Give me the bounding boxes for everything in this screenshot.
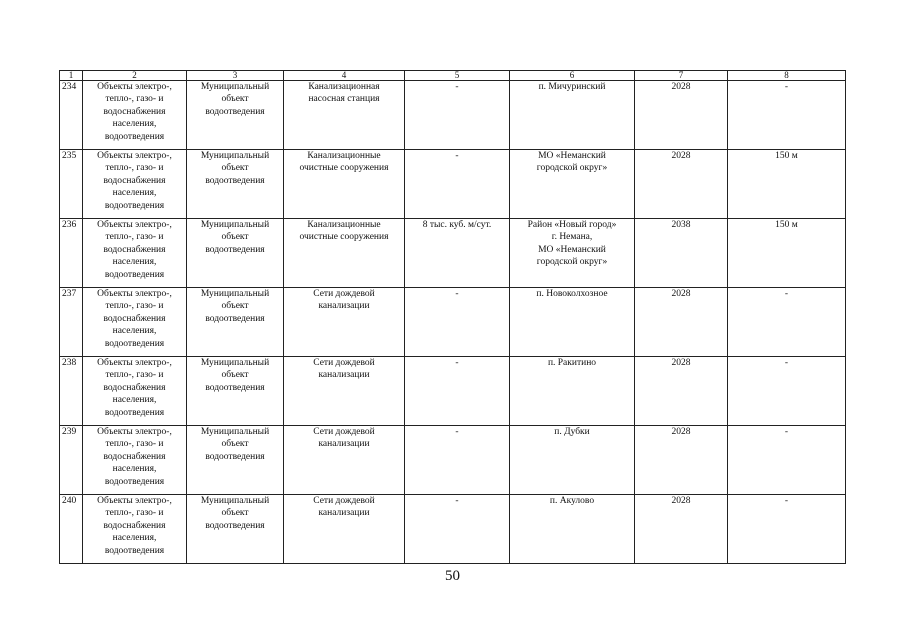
year-cell	[635, 150, 728, 219]
cell-text-line: объект	[221, 370, 249, 381]
table-row	[60, 150, 846, 219]
significance-cell	[187, 150, 284, 219]
capacity-cell	[405, 219, 510, 288]
cell-text-line: Объекты электро-,	[97, 496, 172, 506]
column-number: 3	[187, 71, 284, 81]
object-type-cell	[83, 288, 187, 357]
object-name-cell	[284, 150, 405, 219]
cell-text-line: водоотведения	[104, 476, 165, 487]
column-number: 8	[728, 71, 846, 81]
capacity-cell	[405, 288, 510, 357]
objects-table	[59, 70, 846, 564]
cell-text-line: населения,	[112, 395, 157, 406]
cell-text-line: Сети дождевой	[313, 427, 375, 437]
protection-zone-cell	[728, 357, 846, 426]
table-row	[60, 426, 846, 495]
cell-text-line: водоснабжения	[103, 244, 166, 255]
year-cell	[635, 426, 728, 495]
cell-text-line: канализации	[318, 508, 370, 519]
cell-text-line: МО «Неманский	[538, 244, 606, 255]
row-number-cell: 236	[60, 219, 83, 288]
cell-text-line: -	[455, 427, 459, 437]
cell-text-line: -	[455, 82, 459, 92]
significance-cell	[187, 357, 284, 426]
cell-text-line: Канализационные	[307, 220, 381, 230]
cell-text-line: населения,	[112, 533, 157, 544]
significance-cell	[187, 288, 284, 357]
cell-text-line: Сети дождевой	[313, 289, 375, 299]
cell-text-line: водоотведения	[104, 131, 165, 142]
cell-text-line: водоотведения	[205, 175, 265, 186]
cell-text-line: водоснабжения	[103, 313, 166, 324]
row-number-cell: 238	[60, 357, 83, 426]
cell-text-line: 2028	[671, 427, 691, 437]
cell-text-line: населения,	[112, 257, 157, 268]
protection-zone-cell	[728, 81, 846, 150]
cell-text-line: тепло-, газо- и	[105, 301, 164, 312]
protection-zone-cell	[728, 288, 846, 357]
cell-text-line: Муниципальный	[200, 289, 270, 299]
cell-text-line: Объекты электро-,	[97, 151, 172, 161]
cell-text-line: водоотведения	[205, 313, 265, 324]
object-name-cell	[284, 426, 405, 495]
cell-text-line: Муниципальный	[200, 151, 270, 161]
object-type-cell	[83, 426, 187, 495]
object-type-cell	[83, 495, 187, 564]
cell-text-line: населения,	[112, 464, 157, 475]
cell-text-line: 2028	[671, 289, 691, 299]
cell-text-line: -	[455, 358, 459, 368]
object-name-cell	[284, 495, 405, 564]
cell-text-line: Объекты электро-,	[97, 289, 172, 299]
cell-text-line: Муниципальный	[200, 496, 270, 506]
cell-text-line: водоотведения	[104, 407, 165, 418]
cell-text-line: водоснабжения	[103, 382, 166, 393]
capacity-cell	[405, 357, 510, 426]
cell-text-line: водоотведения	[205, 244, 265, 255]
table-row	[60, 81, 846, 150]
cell-text-line: объект	[221, 94, 249, 105]
cell-text-line: МО «Неманский	[538, 151, 606, 161]
row-number-cell: 237	[60, 288, 83, 357]
cell-text-line: п. Ракитино	[547, 358, 597, 368]
cell-text-line: водоотведения	[104, 269, 165, 280]
row-number-cell: 239	[60, 426, 83, 495]
cell-text-line: Канализационная	[308, 82, 380, 92]
cell-text-line: Сети дождевой	[313, 496, 375, 506]
year-cell	[635, 81, 728, 150]
cell-text-line: канализации	[318, 370, 370, 381]
cell-text-line: 150 м	[775, 151, 798, 161]
cell-text-line: водоотведения	[104, 545, 165, 556]
cell-text-line: очистные сооружения	[299, 163, 389, 174]
object-type-cell	[83, 150, 187, 219]
page-number: 50	[445, 568, 460, 584]
object-type-cell	[83, 219, 187, 288]
cell-text-line: Объекты электро-,	[97, 220, 172, 230]
cell-text-line: -	[784, 427, 789, 437]
cell-text-line: 8 тыс. куб. м/сут.	[422, 220, 492, 230]
cell-text-line: -	[455, 496, 459, 506]
cell-text-line: насосная станция	[308, 94, 380, 105]
cell-text-line: 2028	[671, 151, 691, 161]
cell-text-line: городской округ»	[536, 163, 608, 174]
cell-text-line: водоснабжения	[103, 451, 166, 462]
year-cell	[635, 495, 728, 564]
table-row	[60, 219, 846, 288]
cell-text-line: Муниципальный	[200, 427, 270, 437]
column-number: 2	[83, 71, 187, 81]
location-cell	[510, 426, 635, 495]
column-number: 1	[60, 71, 83, 81]
object-name-cell	[284, 81, 405, 150]
capacity-cell	[405, 495, 510, 564]
cell-text-line: населения,	[112, 188, 157, 199]
cell-text-line: 2028	[671, 82, 691, 92]
cell-text-line: тепло-, газо- и	[105, 232, 164, 243]
cell-text-line: водоотведения	[205, 451, 265, 462]
cell-text-line: п. Мичуринский	[538, 82, 606, 92]
location-cell	[510, 150, 635, 219]
protection-zone-cell	[728, 150, 846, 219]
object-name-cell	[284, 288, 405, 357]
cell-text-line: Муниципальный	[200, 82, 270, 92]
cell-text-line: водоотведения	[205, 382, 265, 393]
column-number: 6	[510, 71, 635, 81]
protection-zone-cell	[728, 219, 846, 288]
year-cell	[635, 219, 728, 288]
cell-text-line: водоснабжения	[103, 175, 166, 186]
significance-cell	[187, 219, 284, 288]
location-cell	[510, 495, 635, 564]
cell-text-line: тепло-, газо- и	[105, 94, 164, 105]
cell-text-line: -	[784, 289, 789, 299]
cell-text-line: 2038	[671, 220, 691, 230]
cell-text-line: объект	[221, 508, 249, 519]
cell-text-line: тепло-, газо- и	[105, 439, 164, 450]
cell-text-line: 2028	[671, 358, 691, 368]
cell-text-line: г. Немана,	[551, 232, 593, 243]
cell-text-line: -	[784, 496, 789, 506]
capacity-cell	[405, 426, 510, 495]
cell-text-line: городской округ»	[536, 257, 608, 268]
table-row	[60, 288, 846, 357]
cell-text-line: -	[455, 289, 459, 299]
object-name-cell	[284, 357, 405, 426]
capacity-cell	[405, 81, 510, 150]
cell-text-line: объект	[221, 301, 249, 312]
cell-text-line: тепло-, газо- и	[105, 370, 164, 381]
cell-text-line: населения,	[112, 326, 157, 337]
significance-cell	[187, 495, 284, 564]
significance-cell	[187, 81, 284, 150]
cell-text-line: Объекты электро-,	[97, 82, 172, 92]
table-row	[60, 357, 846, 426]
cell-text-line: Район «Новый город»	[527, 220, 617, 230]
cell-text-line: Канализационные	[307, 151, 381, 161]
cell-text-line: объект	[221, 439, 249, 450]
location-cell	[510, 81, 635, 150]
cell-text-line: п. Новоколхозное	[536, 289, 608, 299]
table-row	[60, 495, 846, 564]
cell-text-line: водоснабжения	[103, 106, 166, 117]
cell-text-line: п. Акулово	[549, 496, 595, 506]
row-number-cell: 235	[60, 150, 83, 219]
cell-text-line: водоснабжения	[103, 520, 166, 531]
cell-text-line: -	[784, 82, 789, 92]
cell-text-line: канализации	[318, 439, 370, 450]
cell-text-line: канализации	[318, 301, 370, 312]
year-cell	[635, 357, 728, 426]
row-number-cell: 234	[60, 81, 83, 150]
cell-text-line: Сети дождевой	[313, 358, 375, 368]
cell-text-line: п. Дубки	[554, 427, 590, 437]
cell-text-line: -	[784, 358, 789, 368]
object-type-cell	[83, 81, 187, 150]
row-number-cell: 240	[60, 495, 83, 564]
column-number: 4	[284, 71, 405, 81]
cell-text-line: водоотведения	[205, 520, 265, 531]
object-type-cell	[83, 357, 187, 426]
column-number-row	[60, 71, 846, 81]
column-number: 7	[635, 71, 728, 81]
cell-text-line: водоотведения	[104, 200, 165, 211]
cell-text-line: объект	[221, 232, 249, 243]
cell-text-line: тепло-, газо- и	[105, 163, 164, 174]
cell-text-line: 150 м	[775, 220, 798, 230]
column-number: 5	[405, 71, 510, 81]
cell-text-line: Муниципальный	[200, 358, 270, 368]
cell-text-line: Объекты электро-,	[97, 358, 172, 368]
cell-text-line: населения,	[112, 119, 157, 130]
cell-text-line: Муниципальный	[200, 220, 270, 230]
year-cell	[635, 288, 728, 357]
protection-zone-cell	[728, 426, 846, 495]
cell-text-line: объект	[221, 163, 249, 174]
protection-zone-cell	[728, 495, 846, 564]
cell-text-line: водоотведения	[205, 106, 265, 117]
location-cell	[510, 219, 635, 288]
cell-text-line: тепло-, газо- и	[105, 508, 164, 519]
capacity-cell	[405, 150, 510, 219]
cell-text-line: -	[455, 151, 459, 161]
location-cell	[510, 357, 635, 426]
object-name-cell	[284, 219, 405, 288]
location-cell	[510, 288, 635, 357]
cell-text-line: очистные сооружения	[299, 232, 389, 243]
significance-cell	[187, 426, 284, 495]
cell-text-line: 2028	[671, 496, 691, 506]
cell-text-line: водоотведения	[104, 338, 165, 349]
cell-text-line: Объекты электро-,	[97, 427, 172, 437]
